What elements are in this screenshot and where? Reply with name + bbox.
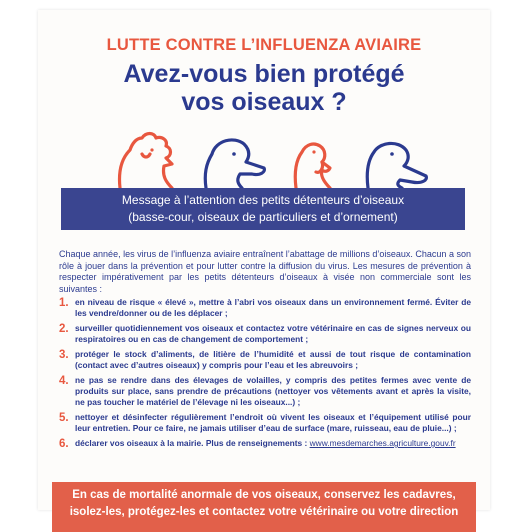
- headline-line-2: vos oiseaux ?: [181, 88, 347, 116]
- headline-line-1: Avez-vous bien protégé: [123, 60, 405, 88]
- measure-text: protéger le stock d’aliments, de litière de l’humidité et aussi de tout risque de contamination (contact avec d’autres oiseaux) y compris pour l’eau et les abreuvoirs ;: [75, 349, 471, 370]
- poster-headline: [38, 60, 490, 116]
- turkey-icon: [295, 144, 330, 188]
- alert-line-1: En cas de mortalité anormale de vos oiseaux, conservez les cadavres,: [72, 489, 456, 501]
- measure-number: 5.: [59, 412, 69, 424]
- measure-number: 6.: [59, 438, 69, 450]
- poster-kicker: LUTTE CONTRE L’INFLUENZA AVIAIRE: [106, 36, 422, 54]
- rooster-icon: [119, 134, 172, 189]
- goose-icon: [367, 143, 426, 188]
- measure-number: 1.: [59, 297, 69, 309]
- measure-text: nettoyer et désinfecter régulièrement l’endroit où vivent les oiseaux et l’équipement utilisé pour leur entretien. Pour ce faire, ne jamais utiliser d’eau de surface (mare, ruisseau, eau de pluie...) ;: [75, 412, 471, 433]
- banner-line-2: (basse-cour, oiseaux de particuliers et d’ornement): [128, 210, 398, 224]
- measure-number: 3.: [59, 349, 69, 361]
- measure-text: en niveau de risque « élevé », mettre à l’abri vos oiseaux dans un environnement fermé. Éviter de les vendre/donner ou de les déplacer ;: [75, 297, 471, 318]
- measures-list: [59, 297, 471, 454]
- duck-icon: [205, 140, 264, 188]
- measure-text: ne pas se rendre dans des élevages de volailles, y compris des petites fermes avec vente de produits sur place, sans prendre de précautions (nettoyer vos vêtements avant et après la visite, ne pas toucher le matériel de l’élevage ni les oiseaux...) ;: [75, 375, 471, 407]
- banner-line-1: Message à l’attention des petits détenteurs d’oiseaux: [121, 193, 405, 207]
- bird-illustrations: [38, 124, 490, 188]
- measure-number: 4.: [59, 375, 69, 387]
- alert-banner: [52, 482, 476, 532]
- list-item: [59, 375, 471, 408]
- alert-line-2: isolez-les, protégez-les et contactez votre vétérinaire ou votre direction: [69, 506, 459, 518]
- list-item: [59, 412, 471, 434]
- measure-number: 2.: [59, 323, 69, 335]
- list-item: [59, 349, 471, 371]
- measure-text: surveiller quotidiennement vos oiseaux et contactez votre vétérinaire en cas de signes nerveux ou respiratoires ou en cas de changement de comportement ;: [75, 323, 471, 344]
- audience-banner: [61, 188, 465, 230]
- intro-paragraph: Chaque année, les virus de l’influenza aviaire entraînent l’abattage de millions d’oiseaux. Chacun a son rôle à jouer dans la prévention et pour lutter contre la diffusion du virus. Les mesures de prévention à respecter impérativement par les petits détenteurs d’oiseaux à visée non commerciale sont les suivantes :: [59, 249, 471, 294]
- list-item: [59, 323, 471, 345]
- list-item: [59, 438, 471, 450]
- poster: [38, 10, 490, 518]
- measure-text-lead: déclarer vos oiseaux à la mairie. Plus de renseignements :: [75, 438, 310, 448]
- info-website-link[interactable]: www.mesdemarches.agriculture.gouv.fr: [309, 438, 456, 448]
- list-item: [59, 297, 471, 319]
- measure-text: [75, 438, 456, 449]
